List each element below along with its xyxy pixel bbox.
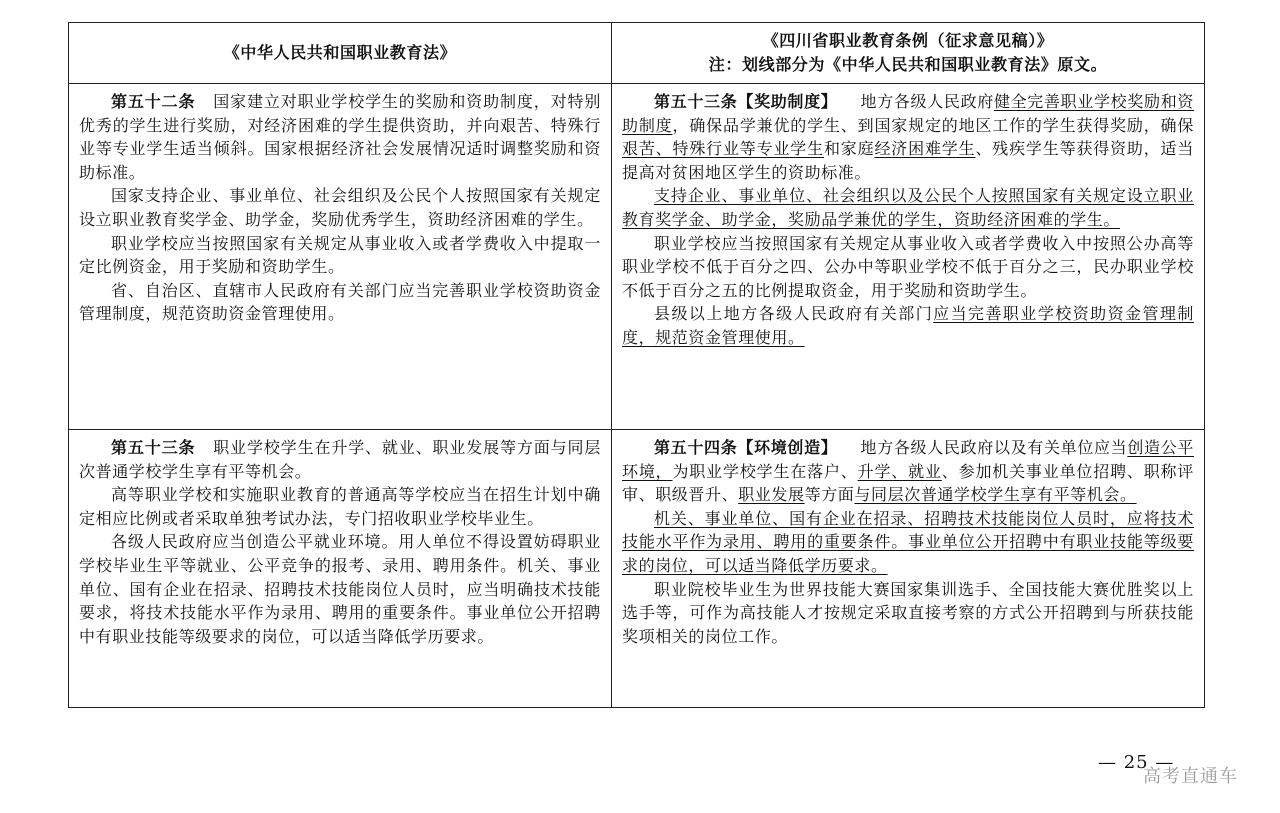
article-number: 第五十三条【奖助制度】 bbox=[654, 92, 838, 111]
text-run: 等方面 bbox=[804, 485, 855, 505]
right-header-note: 注：划线部分为《中华人民共和国职业教育法》原文。 bbox=[708, 55, 1108, 74]
paragraph: 职业学校应当按照国家有关规定从事业收入或者学费收入中按照公办高等职业学校不低于百分之四、公办中等职业学校不低于百分之三，民办职业学校不低于百分之五的比例提取资金，用于奖励和资助学生。 bbox=[622, 233, 1194, 300]
left-header-cell bbox=[69, 23, 612, 84]
underlined-text: 与同层次普通学校学生享有平等机会。 bbox=[854, 485, 1137, 505]
paragraph bbox=[79, 90, 601, 184]
paragraph-text: 国家建立对职业学校学生的奖励和资助制度，对特别优秀的学生进行奖励，对经济困难的学生提供资助，并向艰苦、特殊行业等专业学生适当倾斜。国家根据经济社会发展情况适时调整奖励和资助标准。 bbox=[79, 92, 601, 182]
paragraph bbox=[622, 507, 1194, 578]
paragraph bbox=[622, 184, 1194, 231]
paragraph: 职业学校应当按照国家有关规定从事业收入或者学费收入中提取一定比例资金，用于奖励和资助学生。 bbox=[79, 233, 601, 277]
paragraph: 省、自治区、直辖市人民政府有关部门应当完善职业学校资助资金管理制度，规范资助资金管理使用。 bbox=[79, 280, 601, 324]
right-header-title: 《四川省职业教育条例（征求意见稿）》 bbox=[762, 31, 1054, 51]
article-number: 第五十三条 bbox=[111, 438, 196, 457]
right-cell-art54 bbox=[612, 430, 1205, 708]
table-row bbox=[69, 430, 1205, 708]
text-run: ，确保品学兼优的学生、到国家规定的地区工作的学生获得奖励，确保 bbox=[672, 115, 1194, 135]
paragraph: 高等职业学校和实施职业教育的普通高等学校应当在招生计划中确定相应比例或者采取单独考试办法，专门招收职业学校毕业生。 bbox=[79, 485, 601, 528]
paragraph: 各级人民政府应当创造公平就业环境。用人单位不得设置妨碍职业学校毕业生平等就业、公平竞争的报考、录用、聘用条件。机关、事业单位、国有企业在招录、招聘技术技能岗位人员时，应当明确技术技能要求，将技术技能水平作为录用、聘用的重要条件。事业单位公开招聘中有职业技能等级要求的岗位，可以适当降低学历要求。 bbox=[79, 532, 601, 646]
paragraph bbox=[79, 436, 601, 483]
underlined-text: 艰苦、特殊行业等专业学生 bbox=[622, 139, 824, 159]
text-run: 地方各级人民政府以及有关单位应当 bbox=[860, 438, 1128, 457]
page-number: — 25 — bbox=[1098, 752, 1175, 773]
paragraph-text: 职业学校学生在升学、就业、职业发展等方面与同层次普通学校学生享有平等机会。 bbox=[79, 438, 601, 481]
underlined-text: 健全完善职业学校奖励和资助制度 bbox=[622, 92, 1194, 135]
table-row bbox=[69, 84, 1205, 430]
text-run: 为职业学校学生在落户、 bbox=[672, 461, 858, 481]
underlined-text: 升学、就业 bbox=[857, 461, 942, 481]
left-header-title: 《中华人民共和国职业教育法》 bbox=[223, 43, 457, 63]
paragraph bbox=[622, 90, 1194, 184]
left-cell-art52 bbox=[69, 84, 612, 430]
paragraph: 职业院校毕业生为世界技能大赛国家集训选手、全国技能大赛优胜奖以上选手等，可作为高技能人才按规定采取直接考察的方式公开招聘到与所获技能奖项相关的岗位工作。 bbox=[622, 579, 1194, 646]
watermark: 高考直通车 bbox=[1143, 766, 1238, 787]
header-row bbox=[69, 23, 1205, 84]
left-cell-art53 bbox=[69, 430, 612, 708]
text-run: 、残疾学生等获得资助，适当提高对贫困地区学生的资助标准。 bbox=[622, 139, 1194, 182]
article-number: 第五十二条 bbox=[111, 92, 196, 111]
paragraph: 国家支持企业、事业单位、社会组织及公民个人按照国家有关规定设立职业教育奖学金、助学金，奖励优秀学生，资助经济困难的学生。 bbox=[79, 186, 601, 229]
text-run: 地方各级人民政府 bbox=[860, 92, 994, 111]
text-run: 、参加机关事业单位招聘、职称评审、职级晋升、 bbox=[622, 461, 1194, 505]
underlined-text: 经济困难学生 bbox=[874, 139, 976, 159]
right-cell-art53 bbox=[612, 84, 1205, 430]
paragraph bbox=[622, 302, 1194, 349]
article-number: 第五十四条【环境创造】 bbox=[654, 438, 838, 457]
underlined-text: 创造公平环境， bbox=[622, 438, 1194, 481]
paragraph bbox=[622, 436, 1194, 507]
underlined-text: 应当完善职业学校资助资金管理制度，规范资金管理使用。 bbox=[622, 304, 1194, 347]
underlined-text: 机关、事业单位、国有企业在招录、招聘技术技能岗位人员时，应将技术技能水平作为录用、聘用的重要条件。事业单位公开招聘中有职业技能等级要求的岗位，可以适当降低学历要求。 bbox=[622, 508, 1194, 575]
right-header-cell bbox=[612, 23, 1205, 84]
underlined-text: 支持企业、事业单位、社会组织以及公民个人按照国家有关规定设立职业教育奖学金、助学金，奖励品学兼优的学生，资助经济困难的学生。 bbox=[622, 186, 1194, 229]
underlined-text: 职业发展 bbox=[738, 485, 805, 505]
text-run: 县级以上地方各级人民政府有关部门 bbox=[654, 304, 934, 324]
text-run: 和家庭 bbox=[823, 139, 875, 159]
comparison-table bbox=[68, 22, 1205, 708]
